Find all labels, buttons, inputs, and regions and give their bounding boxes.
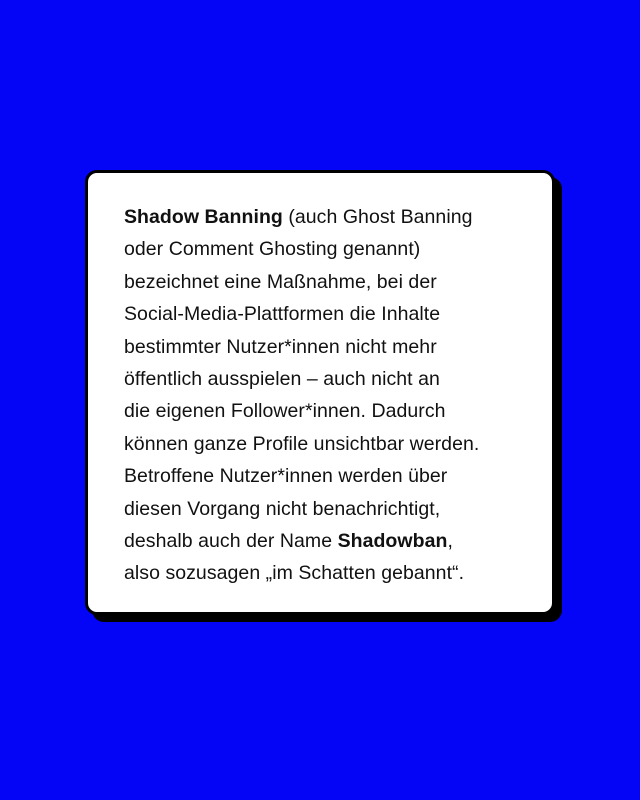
text-line-11: deshalb auch der Name Shadowban, [124,530,453,553]
text-line-12: also sozusagen „im Schatten gebannt“. [124,562,465,585]
text-line-4: Social-Media-Plattformen die Inhalte [124,303,441,326]
text-line-5: bestimmter Nutzer*innen nicht mehr [124,335,437,358]
text-line-2: oder Comment Ghosting genannt) [124,238,421,261]
text-line-10: diesen Vorgang nicht benachrichtigt, [124,497,441,520]
term-shadow-banning: Shadow Banning [124,206,283,228]
text-line-1: Shadow Banning (auch Ghost Banning [124,206,473,228]
text-line-6: öffentlich ausspielen – auch nicht an [124,368,440,391]
text-line-3: bezeichnet eine Maßnahme, bei der [124,270,437,293]
text-line-7: die eigenen Follower*innen. Dadurch [124,400,446,423]
term-shadowban: Shadowban [337,530,448,553]
text-line-9: Betroffene Nutzer*innen werden über [124,465,448,488]
definition-text [124,201,544,590]
definition-card [85,170,555,615]
text-line-8: können ganze Profile unsichtbar werden. [124,432,480,455]
